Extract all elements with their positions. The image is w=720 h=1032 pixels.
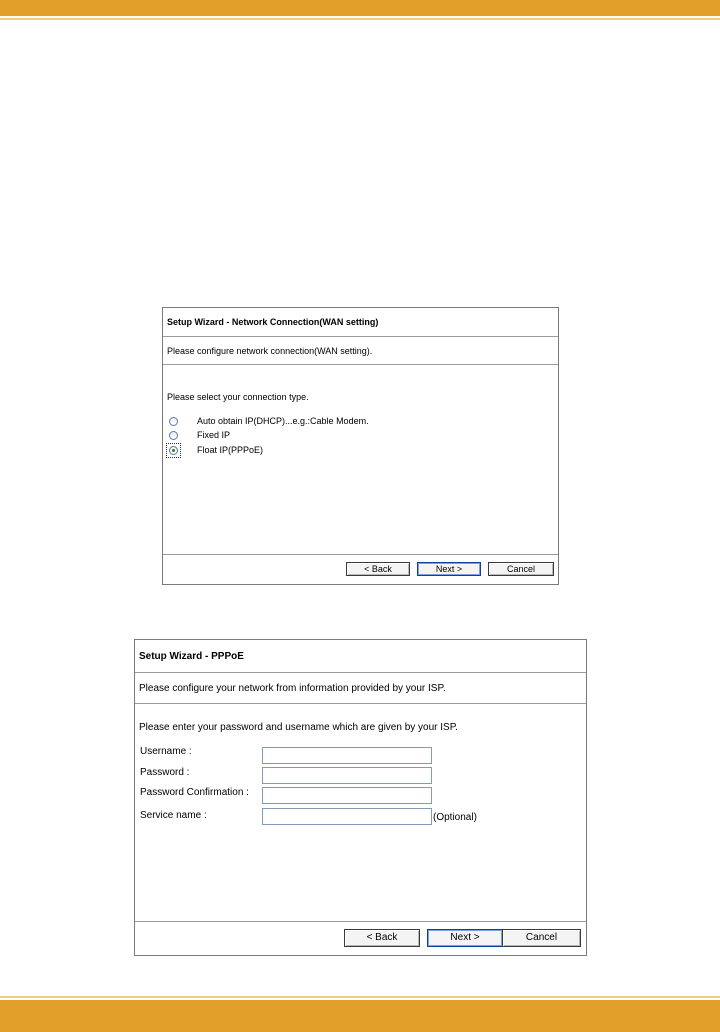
fixed-ip-label[interactable]: Fixed IP [197,430,231,440]
username-input[interactable] [262,747,432,764]
page-bottom-rule [0,996,720,998]
fixed-ip-radio[interactable] [169,431,178,440]
pppoe-radio[interactable] [169,446,178,455]
dhcp-radio[interactable] [169,417,178,426]
wizard-title: Setup Wizard - PPPoE [135,640,586,673]
service-name-input[interactable] [262,808,432,825]
pppoe-label[interactable]: Float IP(PPPoE) [197,445,264,455]
connection-type-prompt: Please select your connection type. [167,392,309,402]
username-label: Username : [140,746,192,757]
next-button[interactable]: Next > [417,562,481,576]
back-button[interactable]: < Back [344,929,420,947]
dhcp-label[interactable]: Auto obtain IP(DHCP)...e.g.:Cable Modem. [197,416,369,426]
password-confirmation-input[interactable] [262,787,432,804]
cancel-button[interactable]: Cancel [488,562,554,576]
wizard-description: Please configure your network from information provided by your ISP. [135,673,586,704]
back-button[interactable]: < Back [346,562,410,576]
next-button[interactable]: Next > [427,929,503,947]
page-top-band [0,0,720,16]
password-confirmation-label: Password Confirmation : [140,787,249,798]
optional-note: (Optional) [433,812,477,823]
page-bottom-band [0,1000,720,1032]
service-name-label: Service name : [140,810,207,821]
pppoe-setup-wizard [134,639,587,956]
wizard-footer [135,921,586,955]
wizard-description: Please configure network connection(WAN setting). [163,337,558,365]
wizard-title: Setup Wizard - Network Connection(WAN setting) [163,308,558,337]
credentials-prompt: Please enter your password and username which are given by your ISP. [139,722,458,733]
page-top-rule [0,18,720,20]
password-input[interactable] [262,767,432,784]
password-label: Password : [140,767,190,778]
cancel-button[interactable]: Cancel [502,929,581,947]
wan-setup-wizard [162,307,559,585]
wizard-footer [163,554,558,584]
